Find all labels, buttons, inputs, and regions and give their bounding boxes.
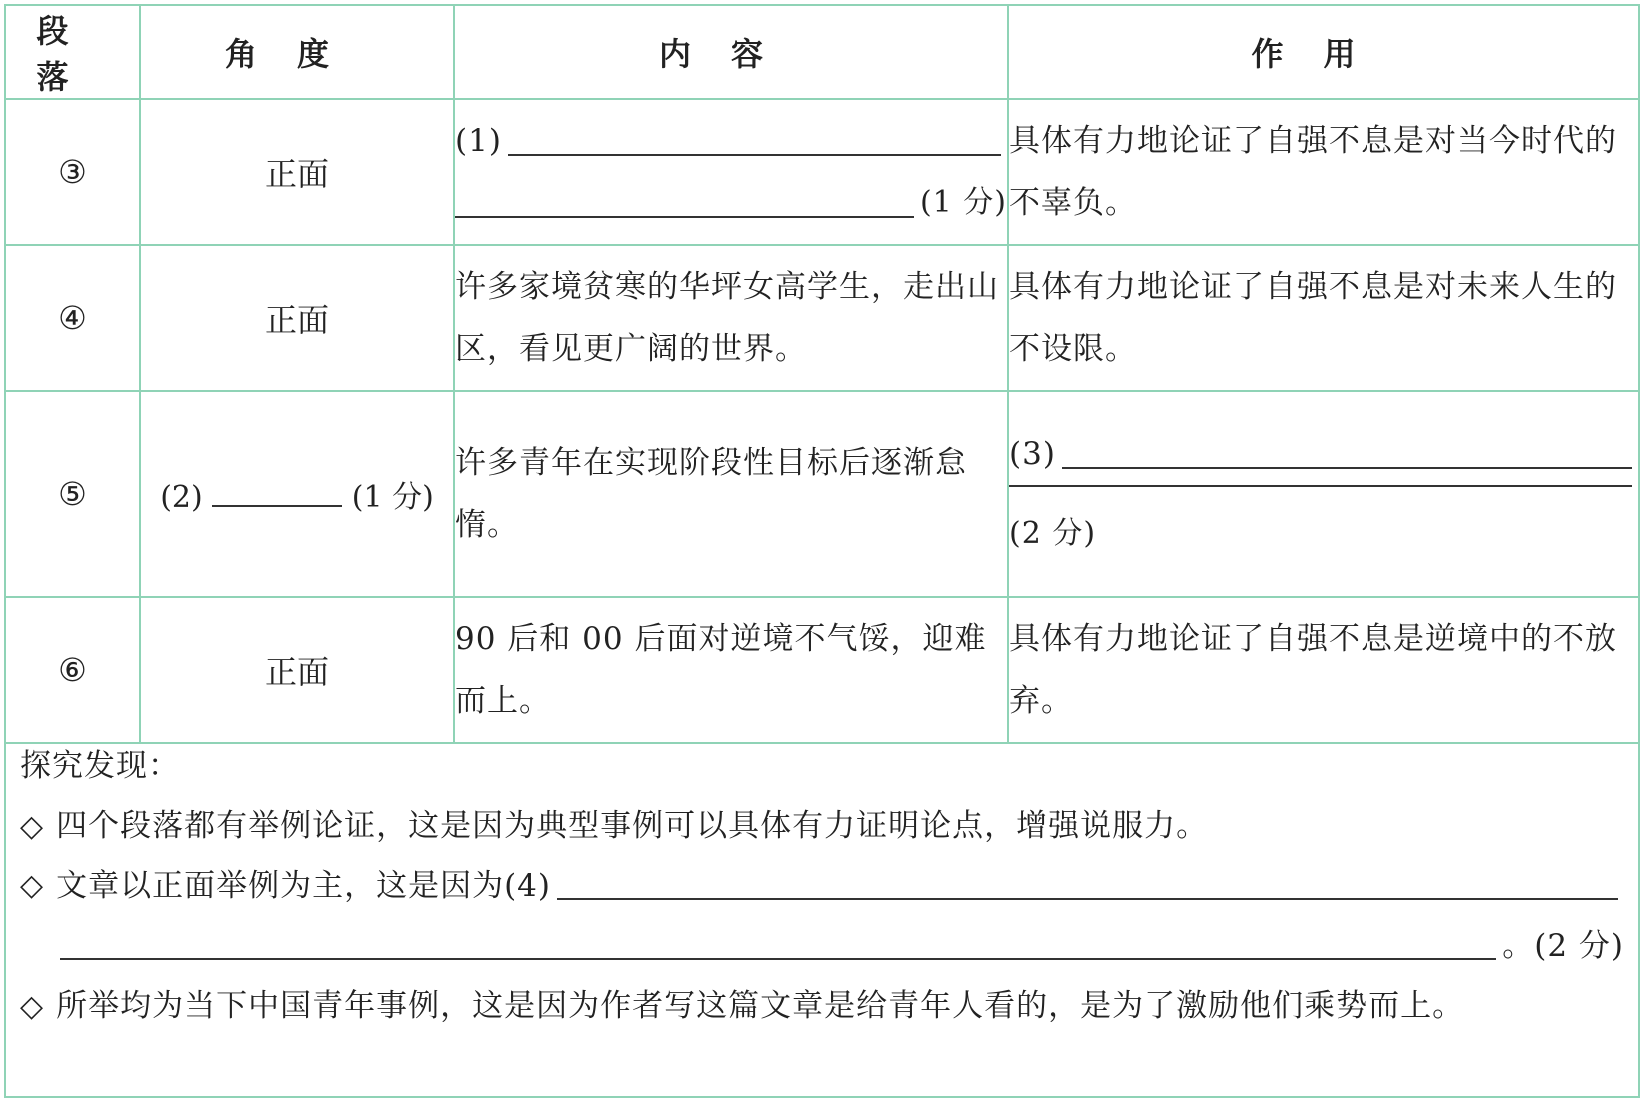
angle-cell [140, 391, 454, 597]
paragraph-number: ⑥ [6, 597, 140, 743]
score-label: 。(2 分) [1502, 928, 1624, 964]
finding-text: 所举均为当下中国青年事例，这是因为作者写这篇文章是给青年人看的，是为了激励他们乘势而上。 [56, 988, 1465, 1024]
question-label: (1) [455, 123, 502, 159]
finding-item [20, 796, 1624, 856]
analysis-table [6, 6, 1638, 744]
effect-cell: 具体有力地论证了自强不息是逆境中的不放弃。 [1008, 597, 1638, 743]
score-label: (1 分) [351, 480, 434, 515]
header-effect: 作用 [1008, 6, 1638, 99]
content-cell: 许多家境贫寒的华坪女高学生，走出山区，看见更广阔的世界。 [454, 245, 1008, 391]
paragraph-number: ⑤ [6, 391, 140, 597]
effect-cell: 具体有力地论证了自强不息是对当今时代的不辜负。 [1008, 99, 1638, 245]
finding-text: 文章以正面举例为主，这是因为(4) [56, 868, 551, 904]
findings-title: 探究发现： [20, 748, 180, 784]
diamond-icon: ◇ [20, 989, 45, 1024]
table-row [6, 597, 1638, 743]
answer-blank-4b[interactable] [60, 958, 1496, 960]
answer-blank-3b[interactable] [1009, 485, 1632, 487]
answer-line-3b [1009, 485, 1638, 503]
content-cell: 许多青年在实现阶段性目标后逐渐怠惰。 [454, 391, 1008, 597]
content-cell: 90 后和 00 后面对逆境不气馁，迎难而上。 [454, 597, 1008, 743]
answer-blank-4a[interactable] [557, 898, 1618, 900]
finding-item [20, 856, 1624, 916]
angle-cell: 正面 [140, 245, 454, 391]
header-row [6, 6, 1638, 99]
answer-line-1 [455, 110, 1007, 172]
answer-blank-2[interactable] [212, 504, 342, 507]
question-label: (3) [1009, 436, 1056, 472]
table-row [6, 245, 1638, 391]
content-cell [454, 99, 1008, 245]
findings-section [6, 726, 1638, 1046]
finding-continuation [20, 916, 1624, 976]
answer-blank-3a[interactable] [1062, 467, 1632, 469]
diamond-icon: ◇ [20, 809, 45, 844]
paragraph-number: ③ [6, 99, 140, 245]
paragraph-number: ④ [6, 245, 140, 391]
finding-text: 四个段落都有举例论证，这是因为典型事例可以具体有力证明论点，增强说服力。 [56, 808, 1209, 844]
angle-cell: 正面 [140, 99, 454, 245]
header-content: 内容 [454, 6, 1008, 99]
worksheet [4, 4, 1640, 1098]
diamond-icon: ◇ [20, 868, 45, 903]
table-row [6, 391, 1638, 597]
answer-blank-1a[interactable] [508, 154, 1001, 156]
header-paragraph: 段落 [6, 6, 140, 99]
answer-line-3a [1009, 423, 1638, 485]
effect-cell [1008, 391, 1638, 597]
effect-cell: 具体有力地论证了自强不息是对未来人生的不设限。 [1008, 245, 1638, 391]
score-label: (1 分) [919, 185, 1007, 220]
score-label: (2 分) [1009, 516, 1097, 551]
table-row [6, 99, 1638, 245]
answer-blank-1b[interactable] [455, 216, 914, 218]
angle-cell: 正面 [140, 597, 454, 743]
header-angle: 角度 [140, 6, 454, 99]
answer-line-2 [455, 172, 1007, 234]
question-label: (2) [160, 480, 203, 515]
finding-item [20, 976, 1624, 1036]
